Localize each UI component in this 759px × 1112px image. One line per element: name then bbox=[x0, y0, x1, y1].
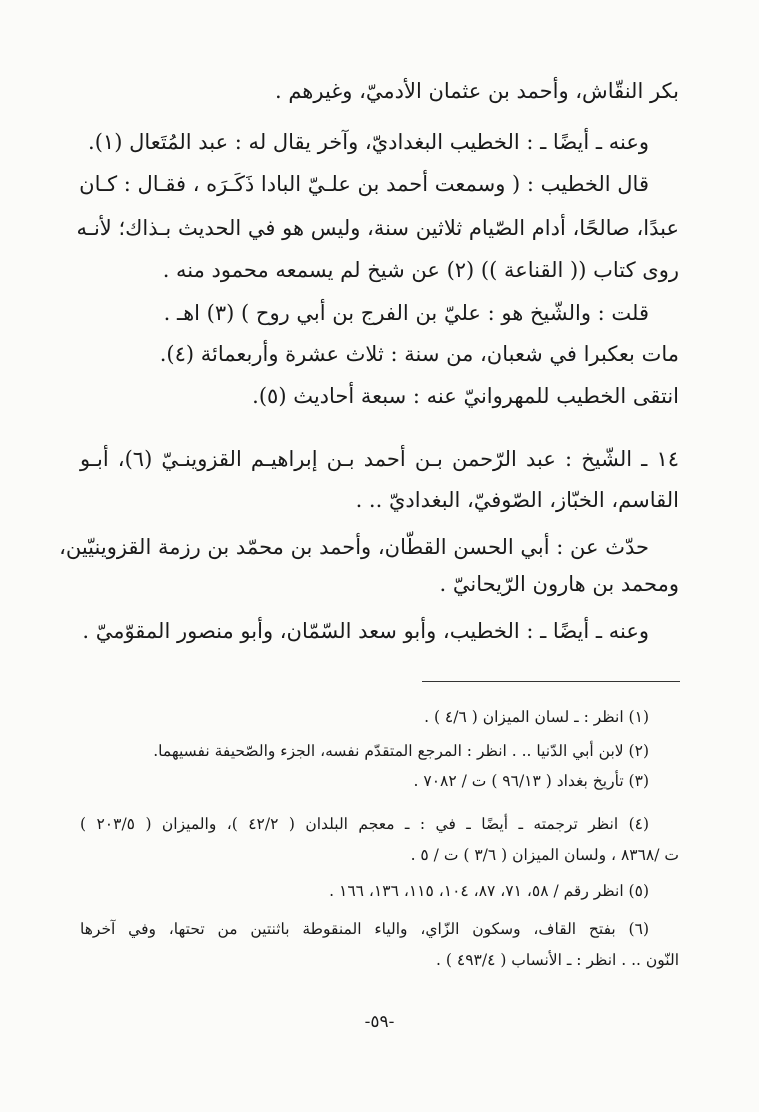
body-line: مات بعكبرا في شعبان، من سنة : ثلاث عشرة وأربعمائة (٤). bbox=[159, 342, 679, 366]
footnote-line: النّون .. . انظر : ـ الأنساب ( ٤٩٣/٤ ) . bbox=[436, 951, 679, 969]
body-line: روى كتاب (( القناعة )) (٢) عن شيخ لم يسمعه محمود منه . bbox=[162, 258, 679, 282]
page-number: -٥٩- bbox=[364, 1012, 395, 1032]
body-line: حدّث عن : أبي الحسن القطّان، وأحمد بن محمّد بن رزمة القزوينيّين، bbox=[59, 535, 649, 559]
body-line: وعنه ـ أيضًا ـ : الخطيب، وأبو سعد السّمّان، وأبو منصور المقوّميّ . bbox=[82, 619, 649, 643]
body-line: قلت : والشّيخ هو : عليّ بن الفرج بن أبي روح ) (٣) اهـ . bbox=[163, 301, 649, 325]
entry-heading-line: ١٤ ـ الشّيخ : عبد الرّحمن بـن أحمد بـن إبراهيـم القزوينـيّ (٦)، أبـو bbox=[80, 447, 679, 471]
footnote-separator bbox=[422, 681, 680, 682]
footnote-line: ت /٨٣٦٨ ، ولسان الميزان ( ٣/٦ ) ت / ٥ . bbox=[410, 846, 679, 864]
footnote-line: (١) انظر : ـ لسان الميزان ( ٤/٦ ) . bbox=[424, 708, 649, 726]
footnote-line: (٢) لابن أبي الدّنيا .. . انظر : المرجع المتقدّم نفسه، الجزء والصّحيفة نفسيهما. bbox=[153, 742, 649, 760]
footnote-line: (٥) انظر رقم / ٥٨، ٧١، ٨٧، ١٠٤، ١١٥، ١٣٦، ١٦٦ . bbox=[329, 882, 649, 900]
body-line: ومحمد بن هارون الرّيحانيّ . bbox=[439, 572, 679, 596]
footnote-line: (٤) انظر ترجمته ـ أيضًا ـ في : ـ معجم البلدان ( ٤٢/٢ )، والميزان ( ٢٠٣/٥ ) bbox=[80, 815, 650, 833]
body-line: قال الخطيب : ( وسمعت أحمد بن علـيّ البادا ذَكَـرَه ، فقـال : كـان bbox=[79, 172, 649, 196]
body-line: القاسم، الخبّاز، الصّوفيّ، البغداديّ .. . bbox=[355, 488, 679, 512]
body-line: بكر النقّاش، وأحمد بن عثمان الأدميّ، وغيرهم . bbox=[274, 79, 679, 103]
body-line: عبدًا، صالحًا، أدام الصّيام ثلاثين سنة، وليس هو في الحديث بـذاك؛ لأنـه bbox=[76, 216, 679, 240]
body-line: انتقى الخطيب للمهروانيّ عنه : سبعة أحاديث (٥). bbox=[252, 384, 679, 408]
body-line: وعنه ـ أيضًا ـ : الخطيب البغداديّ، وآخر يقال له : عبد المُتَعال (١). bbox=[88, 130, 649, 154]
footnote-line: (٦) بفتح القاف، وسكون الزّاي، والياء المنقوطة باثنتين من تحتها، وفي آخرها bbox=[80, 920, 649, 938]
footnote-line: (٣) تأريخ بغداد ( ٩٦/١٣ ) ت / ٧٠٨٢ . bbox=[413, 772, 649, 790]
